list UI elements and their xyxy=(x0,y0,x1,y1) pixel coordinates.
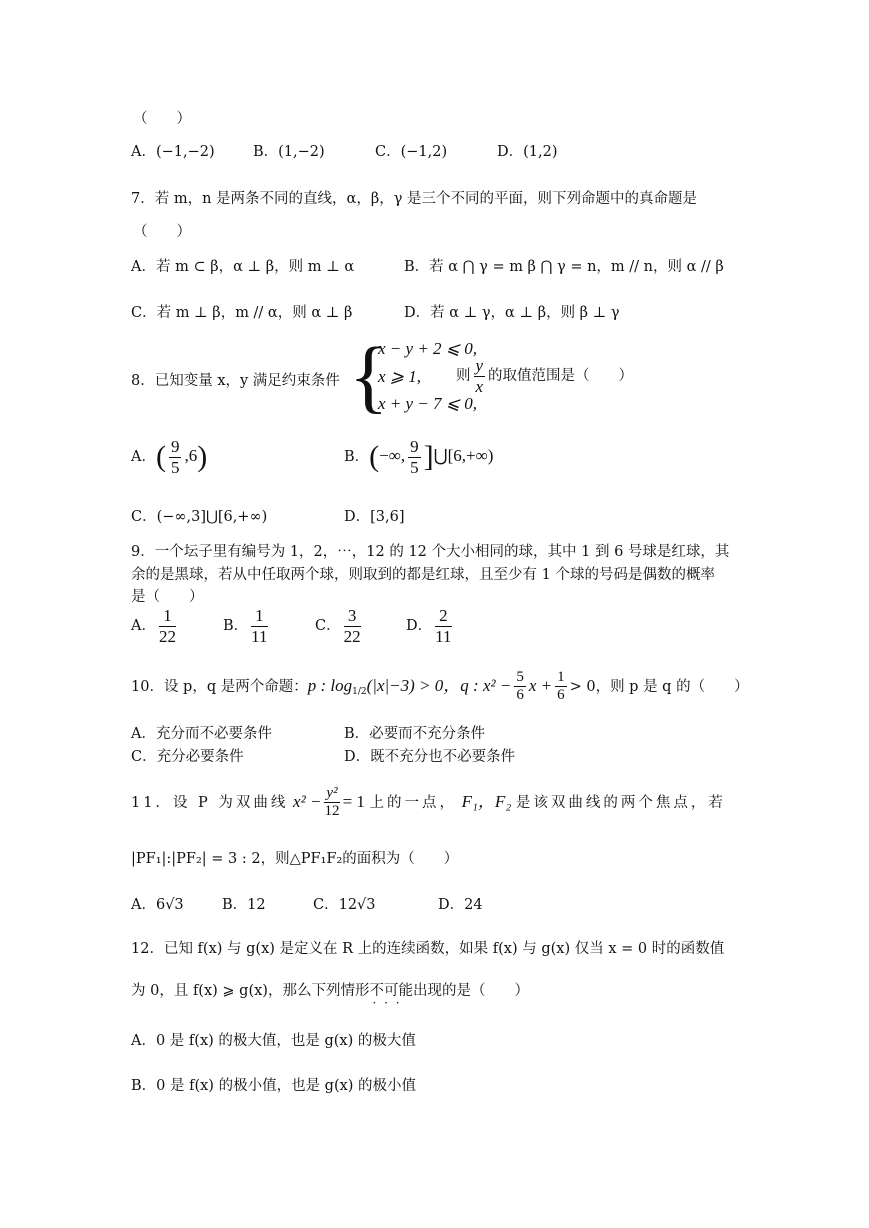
q9-option-den: 11 xyxy=(435,626,452,646)
q8-a-label: A． xyxy=(131,449,156,466)
q9-option-num: 1 xyxy=(251,606,267,627)
q9-line-3: 是（ ） xyxy=(131,589,204,605)
q10-lead: 10．设 p，q 是两个命题： xyxy=(131,678,308,695)
q11-frac xyxy=(324,785,339,821)
q9-option-den: 22 xyxy=(158,626,176,646)
q9-option-label: A． xyxy=(131,618,156,635)
q6-option-d: D．(1,2) xyxy=(497,144,558,160)
q11-eq-a: x² − xyxy=(293,791,322,811)
q9-option-frac xyxy=(159,606,176,646)
q9-option xyxy=(406,606,455,646)
q9-option-den: 11 xyxy=(251,626,268,646)
q10-option-c: C．充分必要条件 xyxy=(131,749,244,765)
q10-option-b: B．必要而不充分条件 xyxy=(344,726,486,742)
q10-frac-2 xyxy=(555,669,567,705)
q9-option-frac xyxy=(344,606,361,646)
q8-option-d: D．[3,6] xyxy=(344,509,405,525)
q8-then-text: 则 xyxy=(456,368,471,385)
q9-option-frac xyxy=(435,606,451,646)
q11-option-b: B．12 xyxy=(222,897,266,913)
q9-option xyxy=(223,606,271,646)
q9-option xyxy=(131,606,179,646)
q11-lead: 11．设 P 为双曲线 xyxy=(131,794,289,811)
q10-p-base: 1/2 xyxy=(352,686,367,697)
q8-a-num: 9 xyxy=(170,437,180,456)
q10-den-1: 6 xyxy=(516,687,524,704)
q11-option-c: C．12√3 xyxy=(313,897,376,913)
q8-then xyxy=(456,356,633,396)
q10-den-2: 6 xyxy=(557,687,565,704)
q10-num-1: 5 xyxy=(514,669,526,687)
q9-option-label: C． xyxy=(315,618,341,635)
q12-option-b: B．0 是 f(x) 的极小值，也是 g(x) 的极小值 xyxy=(131,1078,417,1094)
q8-option-b: B．(−∞, $\frac{9}{5}$ ]⋃[6,+∞) xyxy=(344,437,494,477)
q12-line-1: 12．已知 f(x) 与 g(x) 是定义在 R 上的连续函数，如果 f(x) 与 g(x) 仅当 x = 0 时的函数值 xyxy=(131,941,725,957)
q10-p-expr: p : log xyxy=(307,675,353,695)
q8-b-num: 9 xyxy=(410,437,419,456)
q8-b-den: 5 xyxy=(410,457,419,477)
q8-option-c: C．(−∞,3]⋃[6,+∞) xyxy=(131,509,268,525)
q10-tail: > 0，则 p 是 q 的（ ） xyxy=(569,678,749,695)
q11-frac-den: 12 xyxy=(324,803,340,820)
q9-line-2: 余的是黑球，若从中任取两个球，则取到的都是红球，且至少有 1 个球的号码是偶数的概率 xyxy=(131,567,715,583)
q9-option xyxy=(315,606,364,646)
q8-a-rest: ,6 xyxy=(184,446,198,466)
q10-q-mid: x + xyxy=(528,675,553,695)
q11-frac-num: y² xyxy=(324,785,339,803)
q11-tail: 是该双曲线的两个焦点，若 xyxy=(515,794,726,811)
q8-b-pre: −∞, xyxy=(379,446,406,466)
q7-paren: （ ） xyxy=(133,224,191,240)
q8-constraint-1: x − y + 2 ⩽ 0, xyxy=(378,339,478,358)
q7-option-a: A．若 m ⊂ β，α ⊥ β，则 m ⊥ α xyxy=(131,259,355,275)
q11-line-2: |PF₁|:|PF₂| = 3 : 2，则△PF₁F₂的面积为（ ） xyxy=(131,851,459,867)
q8-frac-num: y xyxy=(475,356,484,375)
q11-option-a: A．6√3 xyxy=(131,897,184,913)
q11-mid: 上的一点， xyxy=(369,794,458,811)
q11-stem xyxy=(131,785,726,821)
q10-option-a: A．充分而不必要条件 xyxy=(131,726,272,742)
q11-option-d: D．24 xyxy=(438,897,483,913)
q10-option-d: D．既不充分也不必要条件 xyxy=(344,749,516,765)
q10-frac-1 xyxy=(514,669,526,705)
q8-tail: 的取值范围是（ ） xyxy=(488,368,634,385)
q8-b-rest: ⋃[6,+∞) xyxy=(433,446,494,466)
q10-p-arg: (|x|−3) > 0， xyxy=(366,675,461,695)
q12-emphasis: 不可能 · · · xyxy=(369,983,413,999)
q8-b-frac xyxy=(408,437,421,477)
q12-option-a: A．0 是 f(x) 的极大值，也是 g(x) 的极大值 xyxy=(131,1033,416,1049)
q9-option-num: 1 xyxy=(159,606,176,627)
q7-option-d: D．若 α ⊥ γ，α ⊥ β，则 β ⊥ γ xyxy=(404,305,620,321)
q9-option-num: 2 xyxy=(435,606,451,627)
q9-option-num: 3 xyxy=(344,606,361,627)
q8-constraint-2: x ⩾ 1, xyxy=(378,367,422,386)
q8-lead: 8．已知变量 x，y 满足约束条件 xyxy=(131,373,340,389)
q11-foci: F₁，F₂ xyxy=(461,791,512,811)
q8-a-frac xyxy=(169,437,182,477)
q9-option-den: 22 xyxy=(343,626,361,646)
q8-constraint-3: x + y − 7 ⩽ 0, xyxy=(378,394,478,413)
q7-option-c: C．若 m ⊥ β，m // α，则 α ⊥ β xyxy=(131,305,353,321)
q9-option-label: D． xyxy=(406,618,433,635)
q8-fraction xyxy=(474,356,486,396)
q9-option-frac xyxy=(251,606,267,646)
q6-paren: （ ） xyxy=(133,111,191,127)
q6-option-b: B．(1,−2) xyxy=(253,144,325,160)
q7-option-b: B．若 α ⋂ γ = m β ⋂ γ = n，m // n，则 α // β xyxy=(404,259,724,275)
q12-line-2a: 为 0，且 f(x) ⩾ g(x)，那么下列情形 xyxy=(131,983,370,999)
q10-stem xyxy=(131,669,749,705)
q8-b-label: B． xyxy=(344,449,370,466)
q8-frac-den: x xyxy=(475,376,484,396)
q10-num-2: 1 xyxy=(555,669,567,687)
q11-eq-b: = 1 xyxy=(342,791,365,811)
q6-option-a: A．(−1,−2) xyxy=(131,144,215,160)
q9-line-1: 9．一个坛子里有编号为 1，2，⋯，12 的 12 个大小相同的球，其中 1 到 6 号球是红球，其 xyxy=(131,544,730,560)
q8-a-den: 5 xyxy=(170,457,180,477)
q9-option-label: B． xyxy=(223,618,249,635)
q8-option-a: A．( $\frac{9}{5}$ ,6) xyxy=(131,437,208,477)
q12-line-2 xyxy=(131,979,529,1000)
q8-brace: { xyxy=(349,330,389,421)
q7-stem: 7．若 m，n 是两条不同的直线，α，β，γ 是三个不同的平面，则下列命题中的真命题是 xyxy=(131,191,697,207)
q12-line-2c: 出现的是（ ） xyxy=(412,983,529,999)
q10-q-expr: q : x² − xyxy=(460,675,512,695)
q6-option-c: C．(−1,2) xyxy=(375,144,448,160)
